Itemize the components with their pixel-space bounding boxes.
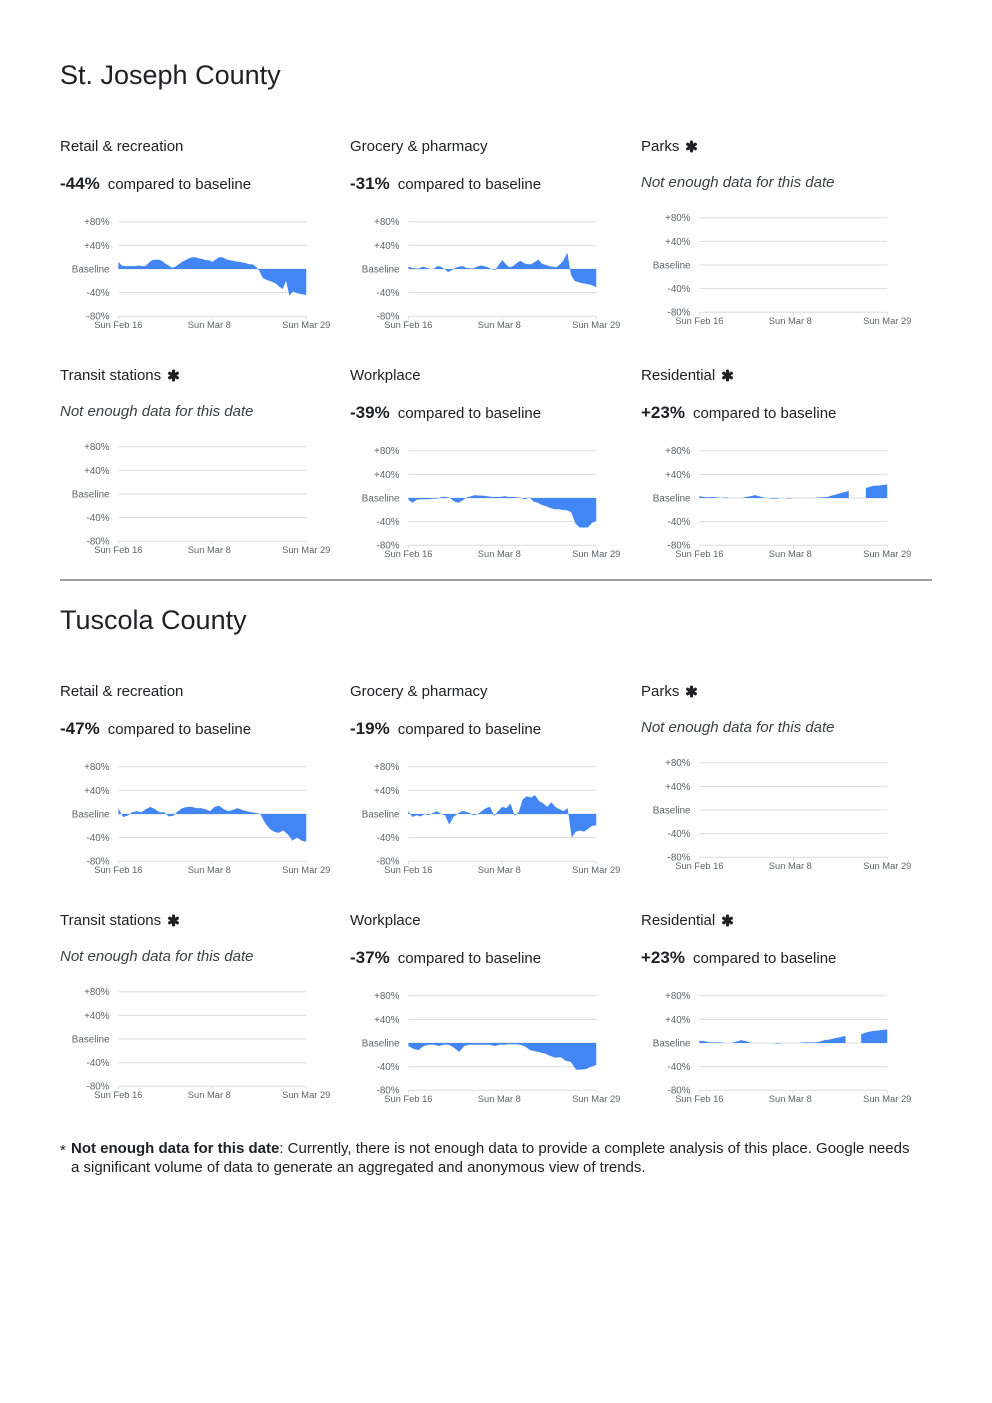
x-tick-label: Sun Mar 8 xyxy=(768,549,812,560)
trend-chart xyxy=(641,206,921,326)
y-tick-label: +40% xyxy=(665,781,691,793)
trend-area xyxy=(408,1043,596,1070)
x-tick-label: Sun Mar 29 xyxy=(572,320,621,331)
no-data-message: Not enough data for this date xyxy=(641,719,835,736)
y-tick-label: -80% xyxy=(86,1081,110,1093)
panel-parks xyxy=(641,683,911,893)
summary xyxy=(350,948,541,968)
category-label: Residential xyxy=(641,912,716,929)
y-tick-label: -80% xyxy=(86,536,110,548)
compared-label: compared to baseline xyxy=(397,721,542,738)
x-tick-label: Sun Feb 16 xyxy=(384,320,433,331)
y-tick-label: -40% xyxy=(667,1062,691,1074)
trend-area xyxy=(408,252,596,287)
county-title: Tuscola County xyxy=(60,605,247,635)
section-divider xyxy=(60,579,932,581)
x-tick-label: Sun Mar 29 xyxy=(572,865,621,876)
y-tick-label: +40% xyxy=(84,1010,110,1022)
y-tick-label: Baseline xyxy=(361,493,400,505)
category-title xyxy=(60,367,180,384)
panel-grocery-pharmacy xyxy=(350,683,620,893)
x-tick-label: Sun Mar 8 xyxy=(187,865,231,876)
panel-transit-stations xyxy=(60,367,330,577)
trend-area xyxy=(861,1029,887,1043)
x-tick-label: Sun Mar 29 xyxy=(572,549,621,560)
panel-parks xyxy=(641,138,911,348)
x-tick-label: Sun Mar 8 xyxy=(477,865,521,876)
y-tick-label: -40% xyxy=(376,833,400,845)
y-tick-label: +80% xyxy=(665,991,691,1003)
x-tick-label: Sun Mar 8 xyxy=(477,320,521,331)
category-title xyxy=(641,367,734,384)
y-tick-label: Baseline xyxy=(361,1038,400,1050)
category-title xyxy=(60,138,183,155)
category-label: Retail & recreation xyxy=(60,138,184,155)
y-tick-label: +80% xyxy=(374,446,400,458)
x-tick-label: Sun Mar 8 xyxy=(768,316,812,327)
x-tick-label: Sun Feb 16 xyxy=(675,861,724,872)
category-title xyxy=(641,912,734,929)
y-tick-label: +40% xyxy=(374,785,400,797)
y-tick-label: -80% xyxy=(376,1085,400,1097)
y-tick-label: -40% xyxy=(376,517,400,529)
y-tick-label: -80% xyxy=(667,540,691,552)
asterisk-icon xyxy=(685,140,698,153)
trend-area xyxy=(408,795,596,837)
category-title xyxy=(350,138,488,155)
x-tick-label: Sun Feb 16 xyxy=(675,549,724,560)
panel-residential xyxy=(641,367,911,577)
trend-chart xyxy=(350,210,630,330)
trend-area xyxy=(408,495,596,527)
x-tick-label: Sun Feb 16 xyxy=(94,545,143,556)
y-tick-label: Baseline xyxy=(652,1038,691,1050)
percent-change: +23% xyxy=(641,948,685,967)
y-tick-label: +80% xyxy=(374,217,400,229)
y-tick-label: Baseline xyxy=(652,493,691,505)
y-tick-label: +40% xyxy=(665,1014,691,1026)
y-tick-label: -80% xyxy=(376,311,400,323)
trend-chart xyxy=(641,751,921,871)
y-tick-label: -40% xyxy=(376,288,400,300)
y-tick-label: Baseline xyxy=(71,809,110,821)
category-label: Workplace xyxy=(350,912,421,929)
y-tick-label: +40% xyxy=(665,469,691,481)
x-tick-label: Sun Mar 8 xyxy=(187,1090,231,1101)
trend-chart xyxy=(350,755,630,875)
trend-chart xyxy=(641,439,921,559)
county-title: St. Joseph County xyxy=(60,60,281,90)
summary xyxy=(350,403,541,423)
y-tick-label: -80% xyxy=(376,540,400,552)
trend-area xyxy=(699,1036,845,1044)
trend-chart xyxy=(60,755,340,875)
x-tick-label: Sun Mar 8 xyxy=(768,1094,812,1105)
compared-label: compared to baseline xyxy=(397,950,542,967)
y-tick-label: +80% xyxy=(84,217,110,229)
panel-workplace xyxy=(350,367,620,577)
x-tick-label: Sun Feb 16 xyxy=(384,549,433,560)
panel-retail-recreation xyxy=(60,683,330,893)
summary xyxy=(350,719,541,739)
compared-label: compared to baseline xyxy=(692,950,837,967)
y-tick-label: -40% xyxy=(86,513,110,525)
y-tick-label: -80% xyxy=(667,307,691,319)
y-tick-label: -40% xyxy=(667,284,691,296)
y-tick-label: +80% xyxy=(665,213,691,225)
x-tick-label: Sun Feb 16 xyxy=(675,1094,724,1105)
compared-label: compared to baseline xyxy=(107,721,252,738)
trend-area xyxy=(699,491,848,499)
percent-change: -39% xyxy=(350,403,390,422)
y-tick-label: Baseline xyxy=(361,264,400,276)
category-label: Parks xyxy=(641,138,680,155)
category-label: Workplace xyxy=(350,367,421,384)
y-tick-label: -80% xyxy=(667,1085,691,1097)
no-data-message: Not enough data for this date xyxy=(60,948,254,965)
category-label: Parks xyxy=(641,683,680,700)
y-tick-label: +80% xyxy=(84,442,110,454)
compared-label: compared to baseline xyxy=(107,176,252,193)
y-tick-label: +40% xyxy=(374,1014,400,1026)
x-tick-label: Sun Mar 29 xyxy=(282,865,331,876)
summary xyxy=(60,174,251,194)
trend-chart xyxy=(350,984,630,1104)
no-data-message: Not enough data for this date xyxy=(641,174,835,191)
x-tick-label: Sun Mar 29 xyxy=(572,1094,621,1105)
panel-transit-stations xyxy=(60,912,330,1122)
category-title xyxy=(60,683,183,700)
y-tick-label: +40% xyxy=(84,465,110,477)
footnote xyxy=(60,1139,920,1177)
trend-chart xyxy=(350,439,630,559)
trend-area xyxy=(866,484,887,498)
x-tick-label: Sun Feb 16 xyxy=(675,316,724,327)
y-tick-label: Baseline xyxy=(71,489,110,501)
summary xyxy=(60,719,251,739)
percent-change: -31% xyxy=(350,174,390,193)
asterisk-icon xyxy=(721,914,734,927)
y-tick-label: +80% xyxy=(374,762,400,774)
compared-label: compared to baseline xyxy=(397,405,542,422)
category-label: Residential xyxy=(641,367,716,384)
y-tick-label: -80% xyxy=(86,311,110,323)
y-tick-label: Baseline xyxy=(71,264,110,276)
x-tick-label: Sun Mar 29 xyxy=(863,1094,912,1105)
panel-residential xyxy=(641,912,911,1122)
compared-label: compared to baseline xyxy=(692,405,837,422)
y-tick-label: +80% xyxy=(84,987,110,999)
y-tick-label: -40% xyxy=(86,288,110,300)
y-tick-label: +40% xyxy=(84,240,110,252)
percent-change: -37% xyxy=(350,948,390,967)
asterisk-icon xyxy=(685,685,698,698)
y-tick-label: -80% xyxy=(667,852,691,864)
x-tick-label: Sun Mar 8 xyxy=(187,545,231,556)
x-tick-label: Sun Mar 29 xyxy=(863,861,912,872)
x-tick-label: Sun Feb 16 xyxy=(384,1094,433,1105)
y-tick-label: Baseline xyxy=(361,809,400,821)
y-tick-label: -40% xyxy=(667,517,691,529)
footnote-body: : Currently, there is not enough data to provide a complete analysis of this place. Google needs a significant volume of data to generate an aggregated and anonymous view of trends. xyxy=(71,1140,910,1176)
x-tick-label: Sun Mar 29 xyxy=(282,320,331,331)
category-title xyxy=(60,912,180,929)
y-tick-label: +40% xyxy=(84,785,110,797)
panel-workplace xyxy=(350,912,620,1122)
y-tick-label: -80% xyxy=(86,856,110,868)
category-label: Retail & recreation xyxy=(60,683,184,700)
y-tick-label: +40% xyxy=(374,240,400,252)
summary xyxy=(641,403,836,423)
y-tick-label: -40% xyxy=(86,1058,110,1070)
trend-chart xyxy=(641,984,921,1104)
y-tick-label: +80% xyxy=(84,762,110,774)
percent-change: -44% xyxy=(60,174,100,193)
asterisk-icon xyxy=(167,369,180,382)
x-tick-label: Sun Mar 29 xyxy=(282,1090,331,1101)
percent-change: -19% xyxy=(350,719,390,738)
y-tick-label: -80% xyxy=(376,856,400,868)
x-tick-label: Sun Feb 16 xyxy=(94,865,143,876)
summary xyxy=(641,948,836,968)
y-tick-label: Baseline xyxy=(652,260,691,272)
trend-chart xyxy=(60,435,340,555)
y-tick-label: Baseline xyxy=(652,805,691,817)
category-title xyxy=(350,367,421,384)
trend-area xyxy=(118,257,306,295)
asterisk-icon xyxy=(721,369,734,382)
y-tick-label: Baseline xyxy=(71,1034,110,1046)
trend-chart xyxy=(60,980,340,1100)
x-tick-label: Sun Mar 8 xyxy=(477,1094,521,1105)
category-title xyxy=(350,912,421,929)
y-tick-label: -40% xyxy=(86,833,110,845)
category-title xyxy=(641,683,698,700)
y-tick-label: +40% xyxy=(374,469,400,481)
footnote-bold: Not enough data for this date xyxy=(71,1140,280,1157)
panel-retail-recreation xyxy=(60,138,330,348)
category-label: Transit stations xyxy=(60,367,162,384)
footnote-text xyxy=(71,1139,920,1177)
y-tick-label: +80% xyxy=(374,991,400,1003)
percent-change: +23% xyxy=(641,403,685,422)
category-label: Grocery & pharmacy xyxy=(350,683,488,700)
x-tick-label: Sun Mar 29 xyxy=(282,545,331,556)
summary xyxy=(350,174,541,194)
category-title xyxy=(641,138,698,155)
category-title xyxy=(350,683,488,700)
no-data-message: Not enough data for this date xyxy=(60,403,254,420)
category-label: Transit stations xyxy=(60,912,162,929)
y-tick-label: -40% xyxy=(667,829,691,841)
trend-area xyxy=(118,806,306,842)
x-tick-label: Sun Mar 29 xyxy=(863,549,912,560)
footnote-star: * xyxy=(60,1142,66,1159)
category-label: Grocery & pharmacy xyxy=(350,138,488,155)
x-tick-label: Sun Mar 8 xyxy=(187,320,231,331)
x-tick-label: Sun Mar 8 xyxy=(768,861,812,872)
x-tick-label: Sun Feb 16 xyxy=(384,865,433,876)
y-tick-label: -40% xyxy=(376,1062,400,1074)
trend-chart xyxy=(60,210,340,330)
compared-label: compared to baseline xyxy=(397,176,542,193)
panel-grocery-pharmacy xyxy=(350,138,620,348)
x-tick-label: Sun Feb 16 xyxy=(94,1090,143,1101)
x-tick-label: Sun Mar 29 xyxy=(863,316,912,327)
asterisk-icon xyxy=(167,914,180,927)
y-tick-label: +40% xyxy=(665,236,691,248)
x-tick-label: Sun Feb 16 xyxy=(94,320,143,331)
percent-change: -47% xyxy=(60,719,100,738)
y-tick-label: +80% xyxy=(665,446,691,458)
x-tick-label: Sun Mar 8 xyxy=(477,549,521,560)
y-tick-label: +80% xyxy=(665,758,691,770)
